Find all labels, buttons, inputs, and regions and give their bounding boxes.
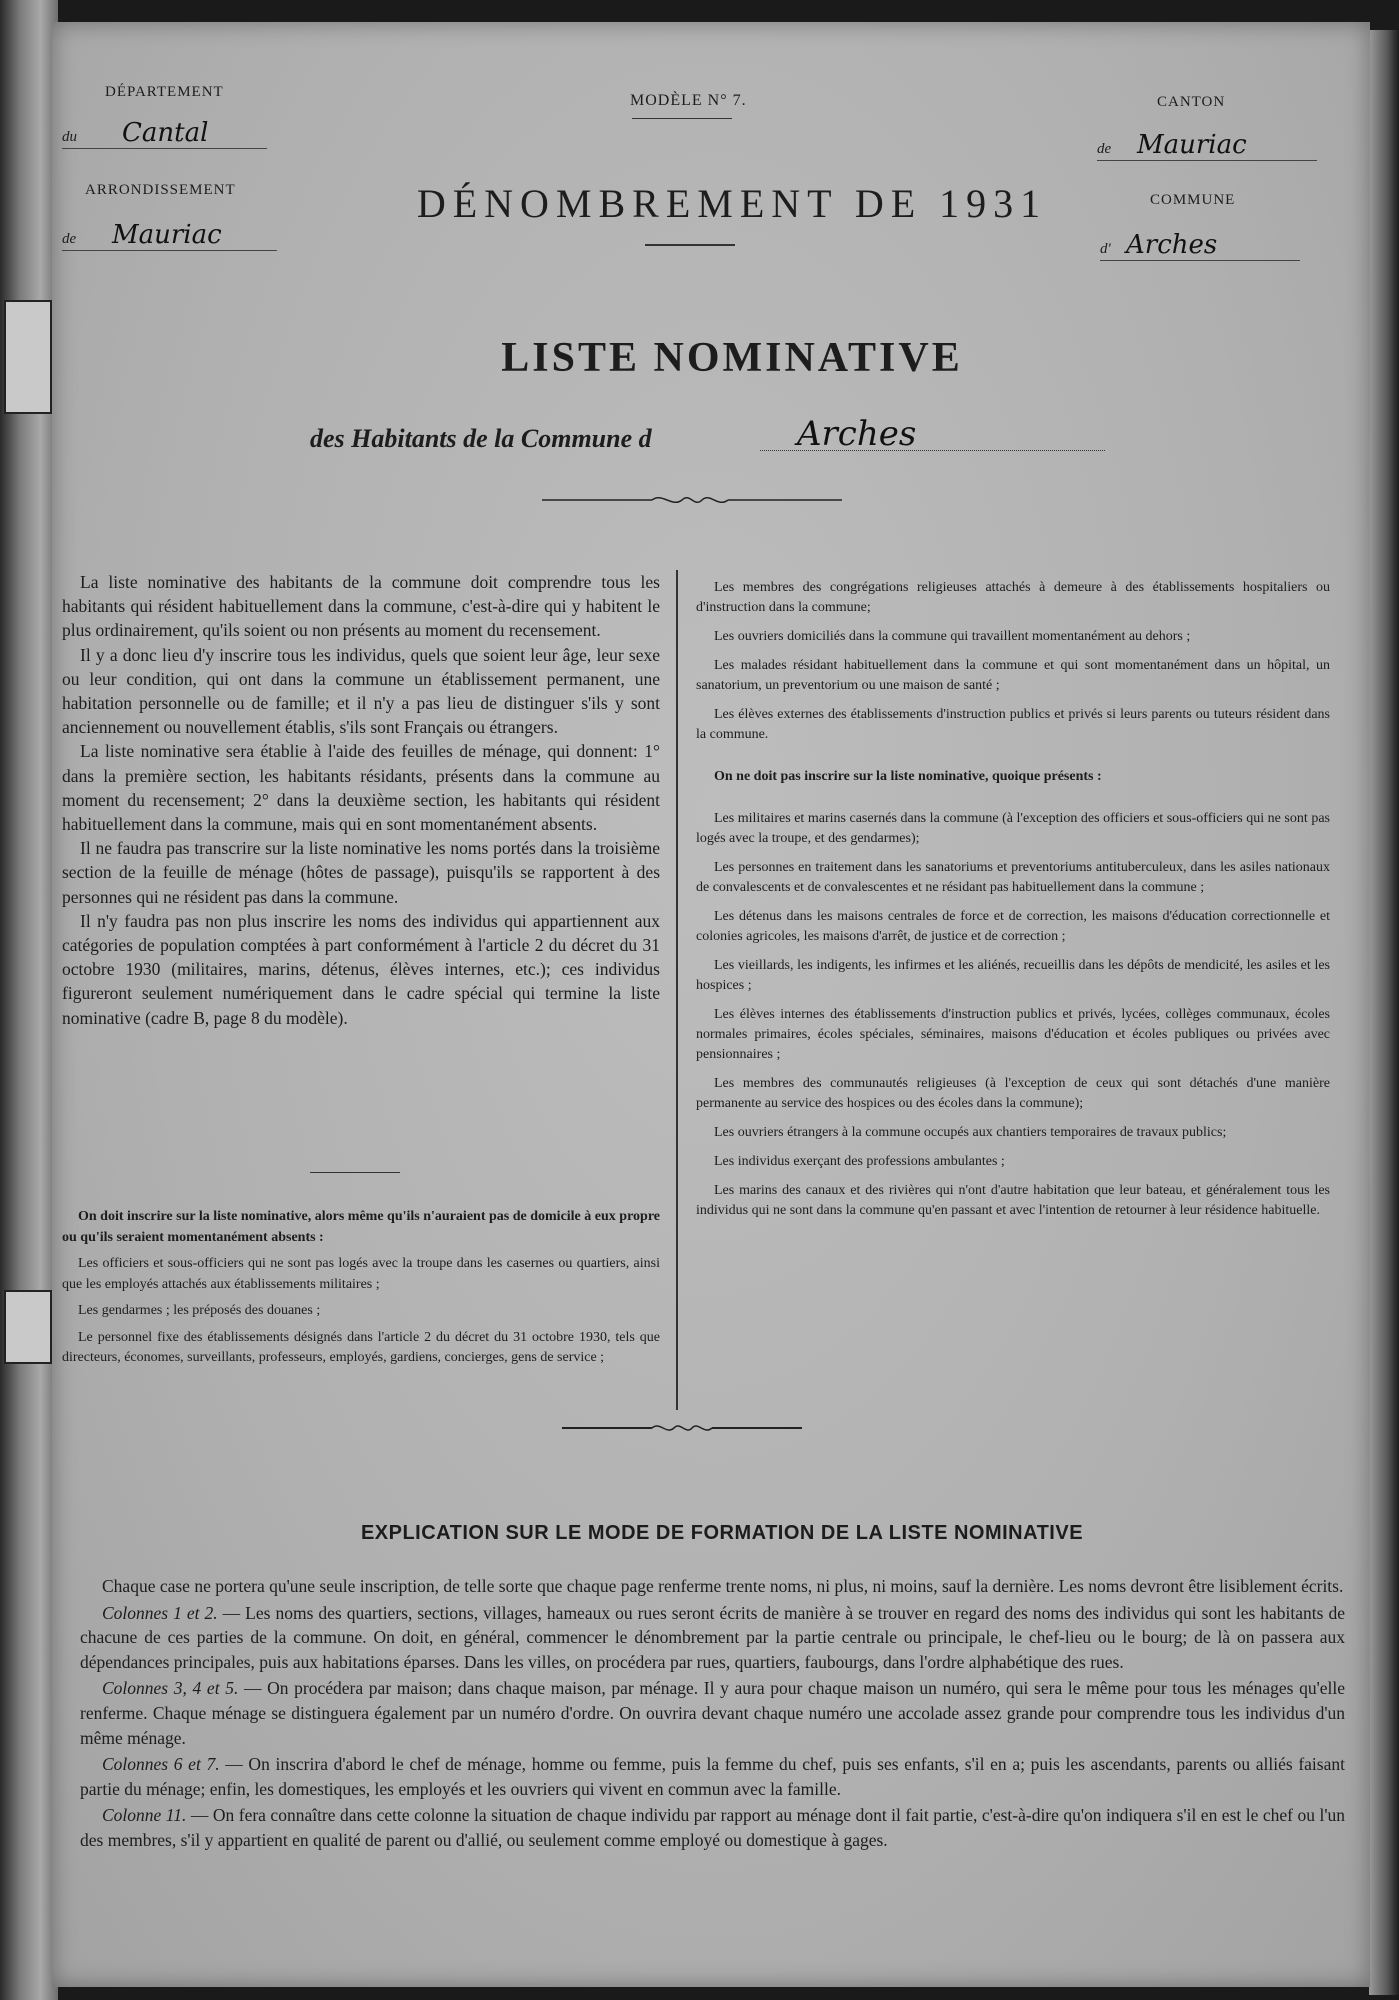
colonnes-text: — On fera connaître dans cette colonne la situation de chaque individu par rapport au ménage dont il fait partie, c'est-à-dire qu'on indiquera s'il en est le chef ou l'un des membres, s'il y appartient en qualité de parent ou d'allié, ou seulement comme employé ou domestique à gages.: [80, 1805, 1345, 1850]
explication-section: [80, 1574, 1345, 1855]
commune-prefix: d': [1100, 241, 1111, 257]
colonnes-label: Colonne 11.: [102, 1805, 187, 1826]
canton-label: CANTON: [1157, 94, 1226, 110]
arrondissement-field: [62, 212, 277, 251]
explication-colonnes-3-5: [80, 1676, 1345, 1750]
departement-value: Cantal: [122, 118, 209, 148]
modele-rule: [632, 118, 732, 119]
left-small-paragraph: Les officiers et sous-officiers qui ne sont pas logés avec la troupe dans les casernes ou quartiers, ainsi que les employés attachés aux établissements militaires ;: [62, 1256, 660, 1292]
explication-colonne-11: [80, 1803, 1345, 1852]
commune-field: [1100, 222, 1300, 261]
right-paragraph: Les membres des congrégations religieuses attachés à demeure à des établissements hospitaliers ou d'instruction dans la commune;: [696, 580, 1330, 615]
left-small-rule: [310, 1172, 400, 1173]
census-page: [52, 22, 1370, 1987]
arrondissement-prefix: de: [62, 231, 77, 247]
right-column: [696, 578, 1330, 1230]
commune-value: Arches: [1126, 230, 1218, 260]
right-paragraph: Les individus exerçant des professions ambulantes ;: [714, 1154, 1005, 1169]
right-paragraph: Les marins des canaux et des rivières qui n'ont d'autre habitation que leur bateau, et généralement tous les individus qui ne sont dans la commune qu'en passant et avec l'intention de retourner à leur résidence habituelle.: [696, 1183, 1330, 1218]
right-paragraph: Les élèves internes des établissements d'instruction publics et privés, lycées, collèges communaux, écoles normales primaires, écoles spéciales, séminaires, maisons d'éducation et écoles publiques ou privées avec pensionnaires ;: [696, 1007, 1330, 1062]
colonnes-text: — On procédera par maison; dans chaque maison, par ménage. Il y aura pour chaque maison un numéro, qui sera le même pour tous les ménages qu'elle renferme. Chaque ménage se distinguera également par un numéro d'ordre. On ouvrira devant chaque numéro une accolade assez grande pour comprendre tous les individus d'un même ménage.: [80, 1678, 1345, 1748]
subtitle: [310, 424, 652, 454]
modele-number: MODÈLE N° 7.: [630, 92, 747, 109]
subtitle-text: des Habitants de la Commune d: [310, 424, 652, 453]
book-left-edge: [0, 0, 58, 2000]
canton-prefix: de: [1097, 141, 1112, 157]
book-right-edge: [1369, 30, 1399, 1995]
arrondissement-label: ARRONDISSEMENT: [85, 182, 236, 198]
right-paragraph: Les détenus dans les maisons centrales de force et de correction, les maisons d'éducation correctionnelle et colonies agricoles, les maisons d'arrêt, de justice et de correction ;: [696, 909, 1330, 944]
colonnes-text: — Les noms des quartiers, sections, villages, hameaux ou rues seront écrits de manière à se trouver en regard des noms des individus qui sont les habitants de chacune de ces parties de la commune. On doit, en général, commencer le dénombrement par la partie centrale ou principale, le chef-lieu ou le bourg; de là on passera aux dépendances principales, puis aux habitations éparses. Dans les villes, on procédera par rues, quartiers, faubourgs, dans l'ordre alphabétique des rues.: [80, 1602, 1345, 1672]
liste-title: LISTE NOMINATIVE: [501, 335, 963, 381]
explication-title: EXPLICATION SUR LE MODE DE FORMATION DE LA LISTE NOMINATIVE: [360, 1522, 1084, 1544]
right-heading: On ne doit pas inscrire sur la liste nominative, quoique présents :: [714, 769, 1102, 784]
right-paragraph: Les membres des communautés religieuses (à l'exception de ceux qui sont détachés d'une manière permanente au service des hospices ou des écoles dans la commune);: [696, 1076, 1330, 1111]
left-small-paragraph: Le personnel fixe des établissements désignés dans l'article 2 du décret du 31 octobre 1930, tels que directeurs, économes, surveillants, professeurs, employés, gardiens, concierges, gens de service ;: [62, 1329, 660, 1365]
explication-colonnes-6-7: [80, 1752, 1345, 1801]
right-paragraph: Les ouvriers domiciliés dans la commune qui travaillent momentanément au dehors ;: [714, 629, 1191, 644]
left-small-heading: On doit inscrire sur la liste nominative, alors même qu'ils n'auraient pas de domicile à eux propre ou qu'ils seraient momentanément absents :: [62, 1209, 660, 1245]
left-paragraph: Il y a donc lieu d'y inscrire tous les individus, quels que soient leur âge, leur sexe ou leur condition, qui ont dans la commune un établissement permanent, une habitation personnelle ou de famille; et il n'y a pas lieu de distinguer s'ils y sont anciennement ou nouvellement établis, s'ils sont Français ou étrangers.: [62, 644, 660, 738]
ornament-divider: [562, 1420, 802, 1436]
left-paragraph: La liste nominative des habitants de la commune doit comprendre tous les habitants qui résident habituellement dans la commune, c'est-à-dire qui y habitent le plus ordinairement, qu'ils soient ou non présents au moment du recensement.: [62, 572, 660, 641]
right-paragraph: Les élèves externes des établissements d'instruction publics et privés si leurs parents ou tuteurs résident dans la commune.: [696, 707, 1330, 742]
left-paragraph: La liste nominative sera établie à l'aide des feuilles de ménage, qui donnent: 1° dans la première section, les habitants résidants, présents dans la commune au moment du recensement; 2° dans la deuxième section, les habitants qui résident habituellement dans la commune, mais qui en sont momentanément absents.: [62, 741, 660, 835]
colonnes-label: Colonnes 1 et 2.: [102, 1602, 218, 1623]
right-paragraph: Les malades résidant habituellement dans la commune et qui sont momentanément dans un hôpital, un sanatorium, un preventorium ou une maison de santé ;: [696, 658, 1330, 693]
right-paragraph: Les ouvriers étrangers à la commune occupés aux chantiers temporaires de travaux publics;: [714, 1125, 1227, 1140]
colonnes-label: Colonnes 3, 4 et 5.: [102, 1678, 239, 1699]
left-paragraph: Il n'y faudra pas non plus inscrire les noms des individus qui appartiennent aux catégories de population comptées à part conformément à l'article 2 du décret du 31 octobre 1930 (militaires, marins, détenus, élèves internes, etc.); ces individus figureront seulement numériquement dans le cadre spécial qui termine la liste nominative (cadre B, page 8 du modèle).: [62, 910, 660, 1028]
left-column: [62, 570, 660, 1030]
arrondissement-value: Mauriac: [112, 220, 222, 250]
explication-colonnes-1-2: [80, 1601, 1345, 1675]
canton-field: [1097, 122, 1317, 161]
binding-tab: [4, 1290, 52, 1364]
left-paragraph: Il ne faudra pas transcrire sur la liste nominative les noms portés dans la troisième section de la feuille de ménage (hôtes de passage), puisqu'ils se rapportent à des personnes qui ne résident pas dans la commune.: [62, 838, 660, 907]
right-paragraph: Les personnes en traitement dans les sanatoriums et preventoriums antituberculeux, dans les asiles nationaux de convalescents et de convalescentes et ne résidant pas habituellement dans la commune ;: [696, 860, 1330, 895]
page-title: DÉNOMBREMENT DE 1931: [416, 181, 1048, 226]
departement-label: DÉPARTEMENT: [105, 84, 224, 100]
explication-intro: Chaque case ne portera qu'une seule inscription, de telle sorte que chaque page renferme trente noms, ni plus, ni moins, sauf la dernière. Les noms devront être lisiblement écrits.: [102, 1576, 1344, 1596]
departement-field: [62, 110, 267, 149]
title-rule: [645, 244, 735, 246]
subtitle-value: Arches: [797, 414, 917, 454]
binding-tab: [4, 300, 52, 414]
canton-value: Mauriac: [1137, 130, 1247, 160]
column-separator: [676, 570, 678, 1410]
right-paragraph: Les militaires et marins casernés dans la commune (à l'exception des officiers et sous-officiers qui ne sont pas logés avec la troupe, et des gendarmes);: [696, 811, 1330, 846]
colonnes-label: Colonnes 6 et 7.: [102, 1754, 220, 1775]
left-small-paragraph: Les gendarmes ; les préposés des douanes ;: [78, 1303, 321, 1318]
departement-prefix: du: [62, 129, 77, 145]
colonnes-text: — On inscrira d'abord le chef de ménage, homme ou femme, puis la femme du chef, puis ses enfants, s'il en a; puis les ascendants, parents ou alliés faisant partie du ménage; enfin, les domestiques, les employés et les ouvriers qui vivent en commun avec la famille.: [80, 1754, 1345, 1799]
commune-label: COMMUNE: [1150, 192, 1236, 208]
ornament-divider: [542, 492, 842, 508]
right-paragraph: Les vieillards, les indigents, les infirmes et les aliénés, recueillis dans les dépôts de mendicité, les asiles et les hospices ;: [696, 958, 1330, 993]
left-small-section: [62, 1207, 660, 1375]
